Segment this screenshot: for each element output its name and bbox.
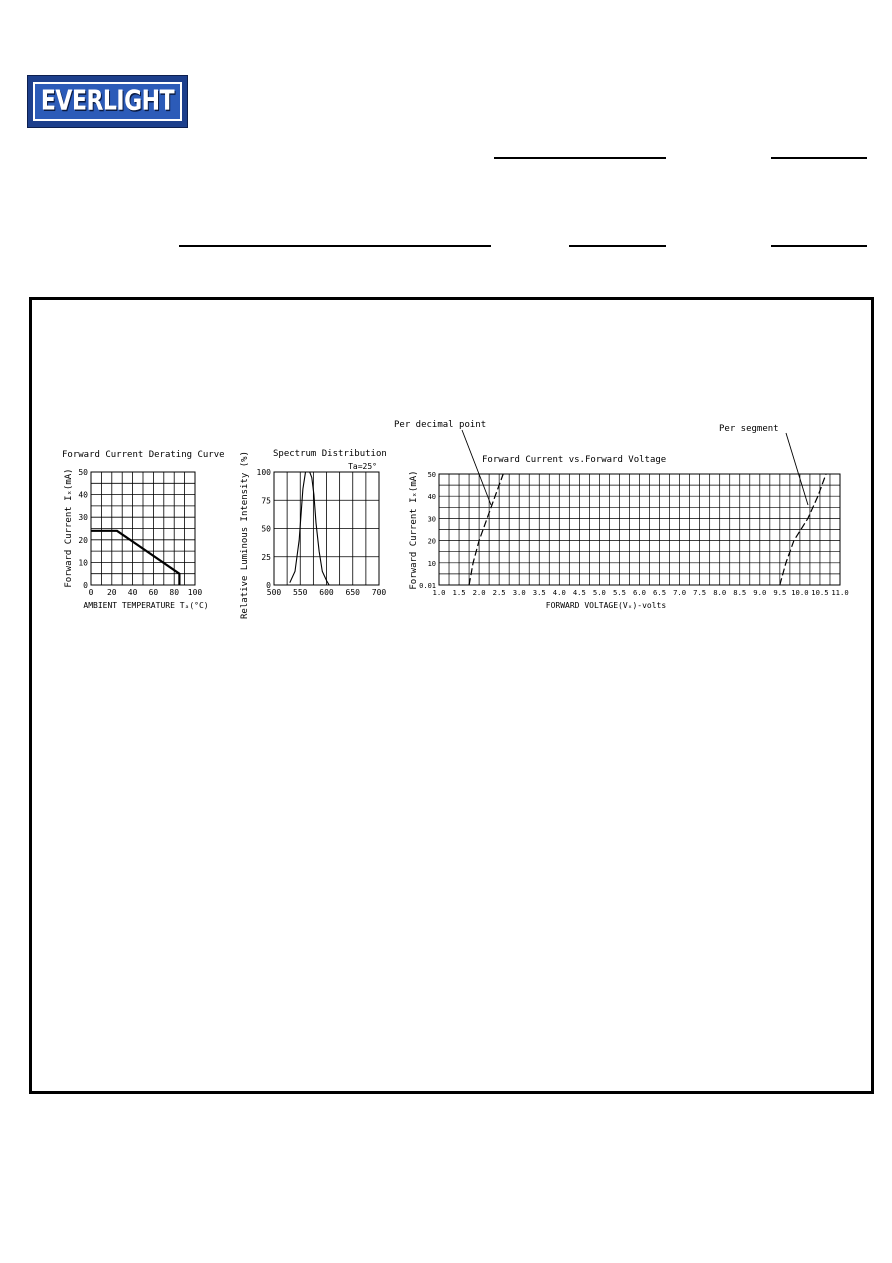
ivcurve-x-tick-label: 4.5 (572, 588, 586, 597)
derating-y-tick-label: 10 (78, 558, 88, 568)
spectrum-x-tick-label: 600 (319, 588, 334, 597)
ivcurve-ylabel: Forward Current Iₓ(mA) (409, 470, 419, 590)
derating-x-tick-label: 20 (106, 588, 117, 597)
derating-xlabel: AMBIENT TEMPERATURE Tₐ(°C) (83, 601, 209, 610)
ivcurve-x-tick-label: 10.0 (791, 588, 809, 597)
derating-y-tick-label: 30 (78, 513, 88, 523)
ivcurve-y-tick-label: 10 (427, 559, 436, 568)
derating-x-tick-label: 60 (148, 588, 159, 597)
derating-x-tick-label: 100 (187, 588, 203, 597)
derating-y-tick-label: 20 (78, 535, 88, 545)
derating-x-tick-label: 40 (127, 588, 138, 597)
ivcurve-y-tick-label: 50 (427, 471, 436, 479)
derating-series-line-0 (91, 531, 179, 585)
spectrum-y-tick-label: 50 (261, 524, 271, 534)
spectrum-y-tick-label: 25 (261, 552, 271, 562)
ivcurve-x-tick-label: 11.0 (831, 588, 849, 597)
derating-y-tick-label: 40 (78, 490, 88, 500)
ivcurve-x-tick-label: 6.5 (653, 588, 667, 597)
ivcurve-x-tick-label: 2.0 (472, 588, 486, 597)
ivcurve-y-tick-label: 40 (427, 493, 436, 502)
spectrum-x-tick-label: 650 (345, 588, 360, 597)
ivcurve-y-tick-label: 20 (427, 537, 436, 546)
spectrum-annotation: Ta=25° (348, 462, 377, 471)
spectrum-x-tick-label: 550 (293, 588, 308, 597)
derating-x-tick-label: 80 (169, 588, 180, 597)
ivcurve-xlabel: FORWARD VOLTAGE(Vₓ)-volts (545, 601, 667, 610)
ivcurve-x-tick-label: 9.5 (773, 588, 787, 597)
derating-x-tick-label: 0 (88, 588, 94, 597)
ivcurve-x-tick-label: 9.0 (753, 588, 767, 597)
leader-per-segment (786, 433, 808, 505)
ivcurve-x-tick-label: 6.0 (633, 588, 646, 597)
annotation-per-decimal-point: Per decimal point (394, 420, 487, 430)
spectrum-y-tick-label: 100 (256, 468, 271, 477)
ivcurve-y-tick-label: 0.01 (419, 582, 436, 590)
spectrum-ylabel: Relative Luminous Intensity (%) (240, 451, 250, 619)
ivcurve-x-tick-label: 8.5 (733, 588, 747, 597)
ivcurve-x-tick-label: 4.0 (552, 588, 566, 597)
ivcurve-x-tick-label: 5.5 (612, 588, 626, 597)
leader-per-decimal-point (462, 430, 491, 505)
derating-ylabel: Forward Current Iₓ(mA) (64, 468, 74, 588)
spectrum-x-tick-label: 700 (371, 588, 387, 597)
ivcurve-y-tick-label: 30 (427, 515, 436, 524)
logo-text: EVERLIGHT (40, 85, 175, 118)
ivcurve-title: Forward Current vs.Forward Voltage (482, 455, 667, 465)
spectrum-x-tick-label: 500 (266, 588, 282, 597)
ivcurve-x-tick-label: 7.5 (693, 588, 707, 597)
derating-y-tick-label: 0 (83, 581, 88, 590)
ivcurve-x-tick-label: 8.0 (713, 588, 727, 597)
annotation-per-segment: Per segment (719, 424, 779, 434)
ivcurve-x-tick-label: 10.5 (811, 588, 829, 597)
derating-title: Forward Current Derating Curve (62, 450, 225, 460)
derating-y-tick-label: 50 (78, 468, 88, 477)
ivcurve-x-tick-label: 2.5 (492, 588, 506, 597)
spectrum-title: Spectrum Distribution (273, 449, 387, 459)
ivcurve-x-tick-label: 3.0 (512, 588, 526, 597)
spectrum-y-tick-label: 75 (261, 496, 271, 506)
ivcurve-x-tick-label: 3.5 (532, 588, 546, 597)
ivcurve-x-tick-label: 1.0 (432, 588, 446, 597)
ivcurve-x-tick-label: 1.5 (452, 588, 466, 597)
ivcurve-x-tick-label: 5.0 (592, 588, 606, 597)
ivcurve-x-tick-label: 7.0 (673, 588, 687, 597)
spectrum-y-tick-label: 0 (266, 581, 271, 590)
